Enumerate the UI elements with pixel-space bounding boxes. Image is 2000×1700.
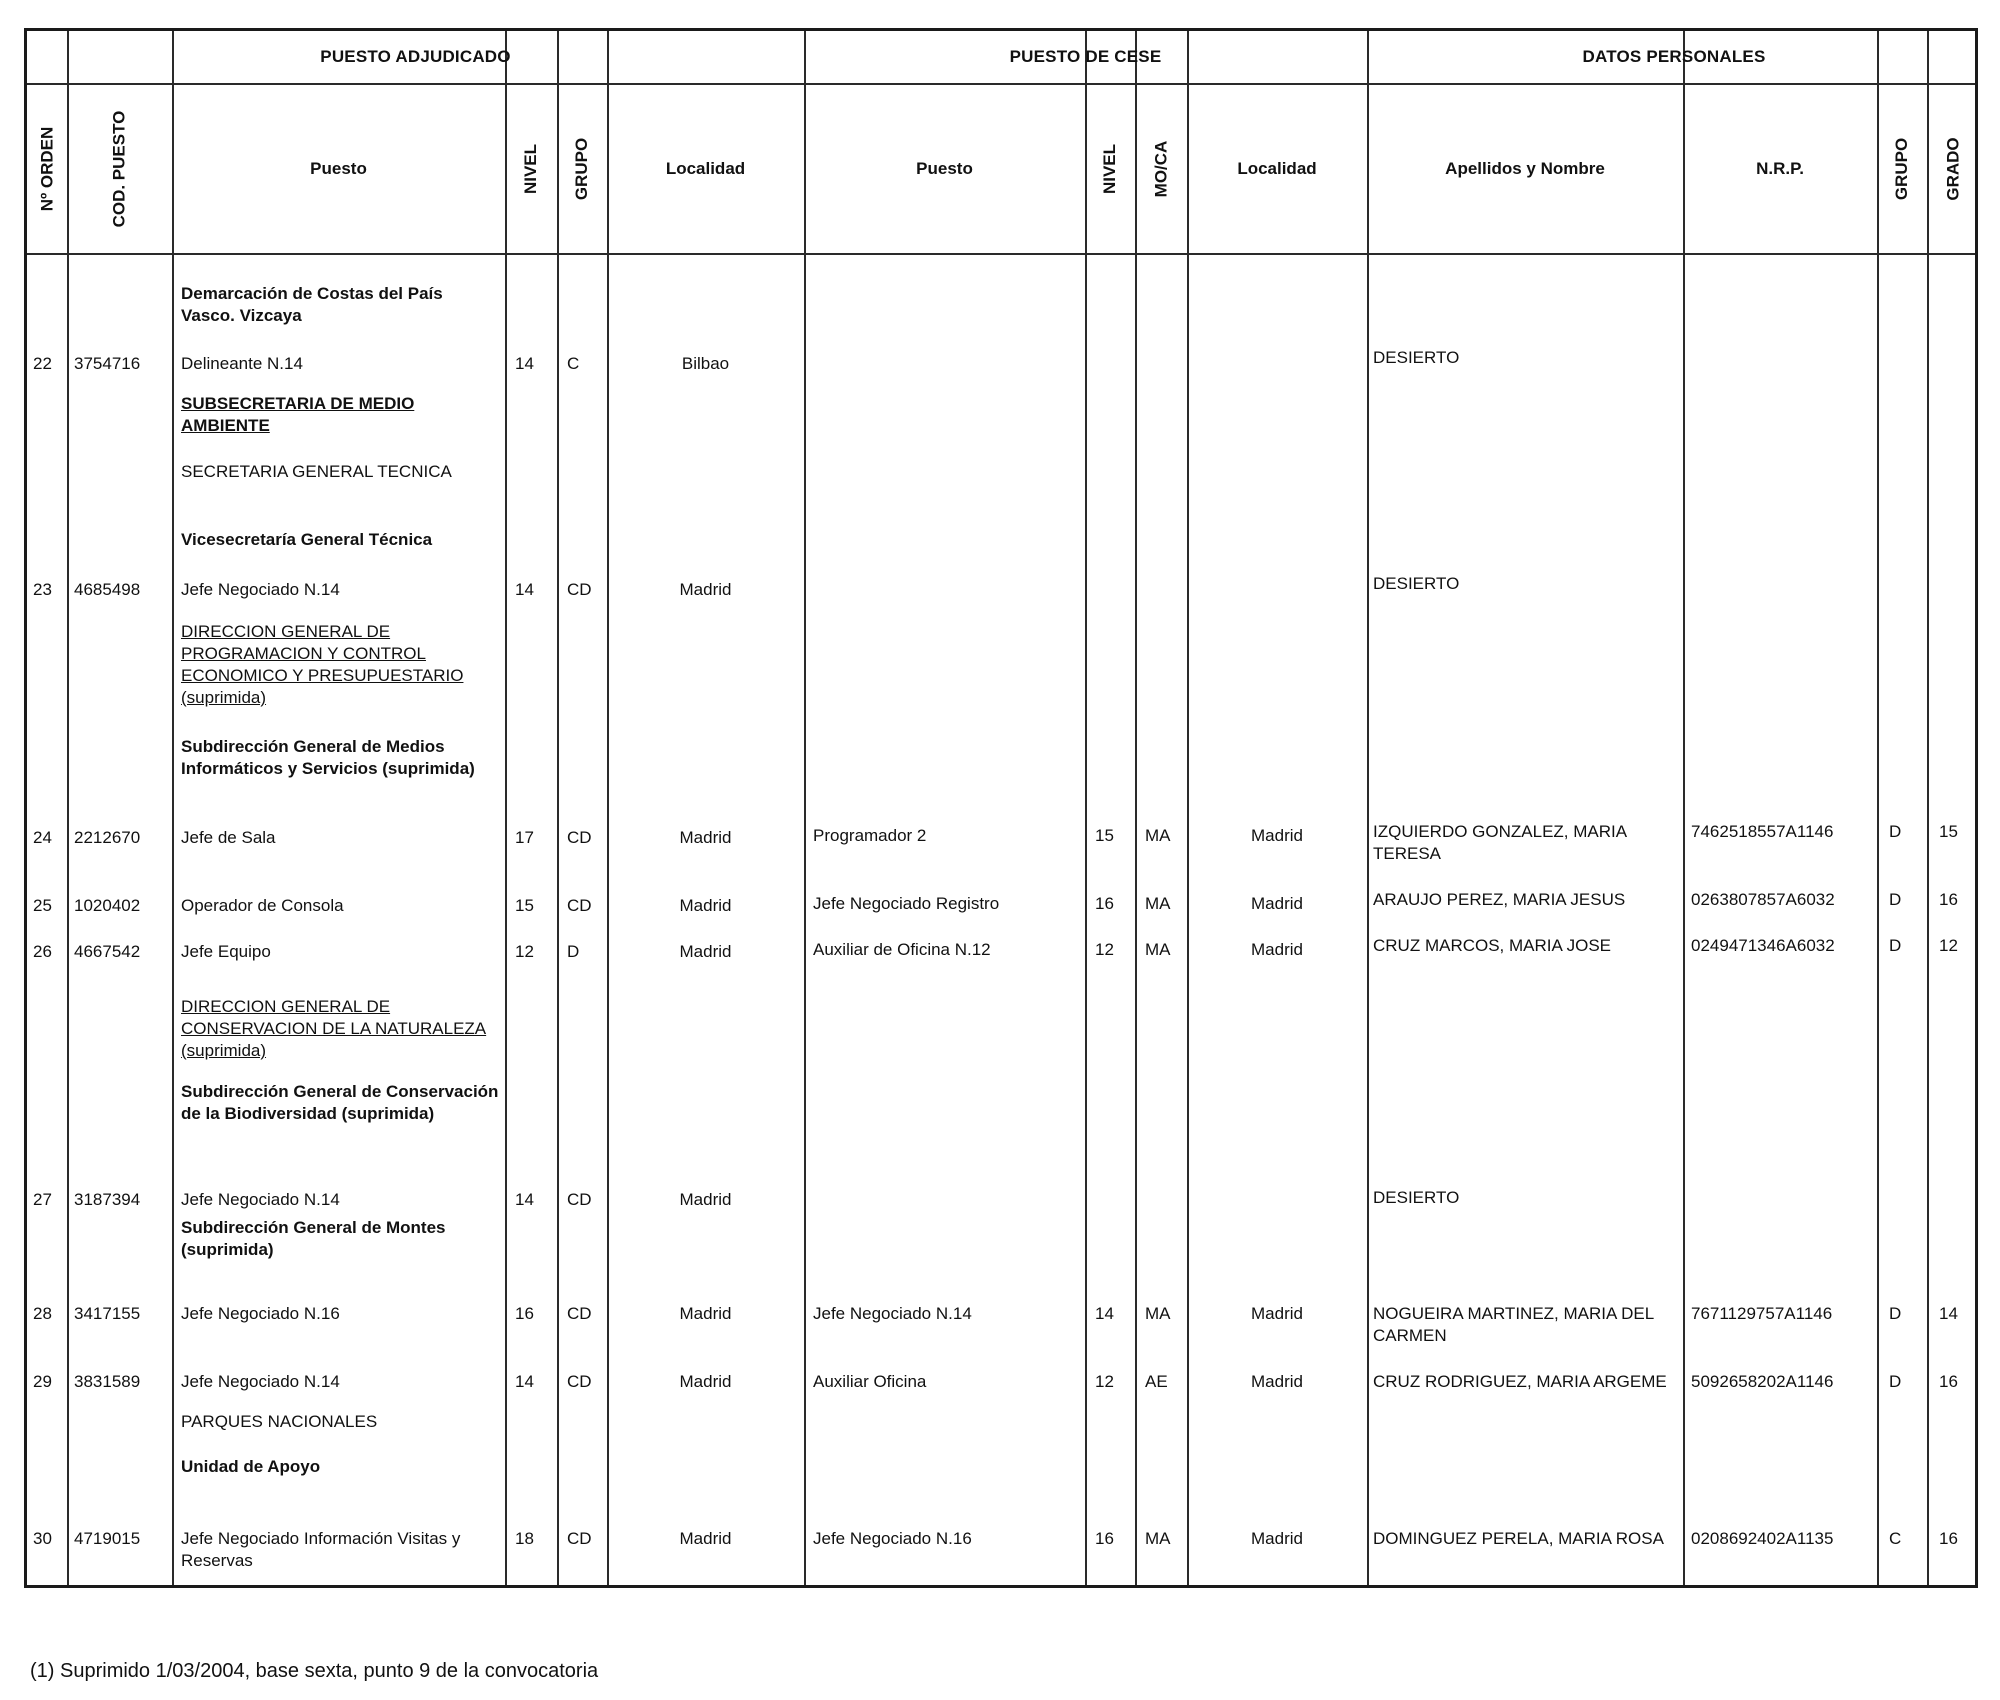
- col-header-orden: Nº ORDEN: [37, 126, 57, 212]
- cod-puesto-cell: 3417155: [74, 1304, 141, 1323]
- orden-cell: 24: [33, 828, 52, 847]
- grupo-personal-cell: D: [1889, 1304, 1902, 1323]
- nombre-cell: IZQUIERDO GONZALEZ, MARIA TERESA: [1373, 822, 1627, 863]
- col-header-grupo-personal: GRUPO: [1892, 137, 1911, 201]
- cese-localidad-cell: Madrid: [1251, 1304, 1303, 1323]
- cese-localidad-cell: Madrid: [1251, 826, 1303, 845]
- nrp-cell: 0249471346A6032: [1691, 936, 1835, 955]
- section-heading: SUBSECRETARIA DE MEDIO AMBIENTE: [181, 394, 415, 435]
- nivel-cell: 14: [515, 354, 534, 373]
- cese-localidad-cell: Madrid: [1251, 1372, 1303, 1391]
- group-header-puesto-adjudicado: PUESTO ADJUDICADO: [320, 47, 511, 66]
- section-heading: DIRECCION GENERAL DE PROGRAMACION Y CONTROL ECONOMICO Y PRESUPUESTARIO (suprimida): [181, 622, 464, 707]
- col-header-grupo: GRUPO: [572, 137, 591, 201]
- localidad-cell: Madrid: [679, 1529, 732, 1548]
- cese-nivel-cell: 16: [1095, 894, 1114, 913]
- cod-puesto-cell: 3754716: [74, 354, 141, 373]
- grado-cell: 15: [1939, 822, 1958, 841]
- cese-nivel-cell: 14: [1095, 1304, 1114, 1323]
- cese-puesto-cell: Programador 2: [813, 826, 927, 845]
- col-divider: [1135, 31, 1137, 1585]
- grupo-cell: CD: [567, 1372, 592, 1391]
- localidad-cell: Madrid: [679, 1372, 732, 1391]
- cese-puesto-cell: Jefe Negociado N.14: [813, 1304, 972, 1323]
- orden-cell: 22: [33, 354, 52, 373]
- puesto-cell: Delineante N.14: [181, 354, 303, 373]
- col-divider: [607, 31, 609, 1585]
- moca-cell: AE: [1145, 1372, 1168, 1391]
- cese-nivel-cell: 12: [1095, 940, 1114, 959]
- col-header-grado: GRADO: [1944, 137, 1963, 201]
- orden-cell: 27: [33, 1190, 52, 1209]
- nivel-cell: 16: [515, 1304, 534, 1323]
- nivel-cell: 17: [515, 828, 534, 847]
- section-heading: SECRETARIA GENERAL TECNICA: [181, 462, 452, 481]
- moca-cell: MA: [1145, 826, 1171, 845]
- nivel-cell: 15: [515, 896, 534, 915]
- col-header-puesto: Puesto: [310, 159, 367, 178]
- orden-cell: 30: [33, 1529, 52, 1548]
- col-header-nrp: N.R.P.: [1756, 159, 1804, 178]
- moca-cell: MA: [1145, 1304, 1171, 1323]
- grado-cell: 16: [1939, 890, 1958, 909]
- grupo-cell: CD: [567, 828, 592, 847]
- grupo-cell: C: [567, 354, 580, 373]
- col-divider: [1187, 31, 1189, 1585]
- nombre-cell: DESIERTO: [1373, 574, 1460, 593]
- section-heading: DIRECCION GENERAL DE CONSERVACION DE LA NATURALEZA (suprimida): [181, 997, 487, 1060]
- col-divider: [1683, 31, 1685, 1585]
- cod-puesto-cell: 3831589: [74, 1372, 141, 1391]
- grupo-cell: D: [567, 942, 580, 961]
- grado-cell: 12: [1939, 936, 1958, 955]
- col-divider: [804, 31, 806, 1585]
- col-header-nivel: NIVEL: [521, 143, 540, 195]
- cod-puesto-cell: 4667542: [74, 942, 141, 961]
- nombre-cell: CRUZ RODRIGUEZ, MARIA ARGEME: [1373, 1372, 1667, 1391]
- section-heading: Subdirección General de Medios Informáticos y Servicios (suprimida): [181, 737, 475, 778]
- col-divider: [557, 31, 559, 1585]
- cese-puesto-cell: Auxiliar Oficina: [813, 1372, 927, 1391]
- nombre-cell: DESIERTO: [1373, 1188, 1460, 1207]
- grado-cell: 14: [1939, 1304, 1958, 1323]
- col-header-apellidos-nombre: Apellidos y Nombre: [1445, 159, 1605, 178]
- col-header-localidad: Localidad: [665, 159, 746, 178]
- grupo-cell: CD: [567, 896, 592, 915]
- grupo-cell: CD: [567, 1529, 592, 1548]
- nrp-cell: 7462518557A1146: [1691, 822, 1834, 841]
- nombre-cell: DESIERTO: [1373, 348, 1460, 367]
- localidad-cell: Bilbao: [681, 354, 730, 373]
- localidad-cell: Madrid: [679, 1190, 732, 1209]
- grado-cell: 16: [1939, 1529, 1958, 1548]
- localidad-cell: Madrid: [679, 828, 732, 847]
- cese-localidad-cell: Madrid: [1251, 894, 1303, 913]
- puesto-cell: Operador de Consola: [181, 896, 344, 915]
- cese-puesto-cell: Auxiliar de Oficina N.12: [813, 940, 991, 959]
- cese-puesto-cell: Jefe Negociado Registro: [813, 894, 1000, 913]
- grupo-personal-cell: D: [1889, 936, 1902, 955]
- localidad-cell: Madrid: [679, 580, 732, 599]
- col-divider: [67, 31, 69, 1585]
- moca-cell: MA: [1145, 1529, 1171, 1548]
- cod-puesto-cell: 2212670: [74, 828, 141, 847]
- section-heading: Unidad de Apoyo: [181, 1457, 321, 1476]
- col-header-cod-puesto: COD. PUESTO: [109, 110, 129, 228]
- grupo-cell: CD: [567, 1304, 592, 1323]
- col-divider: [1367, 31, 1369, 1585]
- orden-cell: 26: [33, 942, 52, 961]
- section-heading: Subdirección General de Conservación de la Biodiversidad (suprimida): [181, 1082, 499, 1123]
- cod-puesto-cell: 4685498: [74, 580, 141, 599]
- nivel-cell: 12: [515, 942, 534, 961]
- nrp-cell: 0208692402A1135: [1691, 1529, 1834, 1548]
- nivel-cell: 14: [515, 1190, 534, 1209]
- nombre-cell: CRUZ MARCOS, MARIA JOSE: [1373, 936, 1612, 955]
- col-divider: [172, 31, 174, 1585]
- grupo-personal-cell: C: [1889, 1529, 1902, 1548]
- cese-nivel-cell: 15: [1095, 826, 1114, 845]
- col-divider: [1927, 31, 1929, 1585]
- group-header-datos-personales: DATOS PERSONALES: [1582, 47, 1766, 66]
- orden-cell: 23: [33, 580, 52, 599]
- section-heading: Vicesecretaría General Técnica: [181, 530, 433, 549]
- col-divider: [1085, 31, 1087, 1585]
- section-heading: Subdirección General de Montes (suprimida): [181, 1218, 446, 1259]
- orden-cell: 25: [33, 896, 52, 915]
- nrp-cell: 0263807857A6032: [1691, 890, 1835, 909]
- nombre-cell: ARAUJO PEREZ, MARIA JESUS: [1373, 890, 1626, 909]
- orden-cell: 28: [33, 1304, 52, 1323]
- col-divider: [1877, 31, 1879, 1585]
- col-header-cese-nivel: NIVEL: [1100, 143, 1119, 195]
- puesto-cell: Jefe Negociado N.14: [181, 580, 340, 599]
- localidad-cell: Madrid: [679, 942, 732, 961]
- nrp-cell: 5092658202A1146: [1691, 1372, 1834, 1391]
- puesto-cell: Jefe Negociado N.14: [181, 1190, 340, 1209]
- footnote: (1) Suprimido 1/03/2004, base sexta, punto 9 de la convocatoria: [30, 1660, 599, 1682]
- cese-nivel-cell: 16: [1095, 1529, 1114, 1548]
- col-header-moca: MO/CA: [1151, 140, 1171, 198]
- section-heading: PARQUES NACIONALES: [181, 1412, 378, 1431]
- grupo-personal-cell: D: [1889, 1372, 1902, 1391]
- col-header-cese-localidad: Localidad: [1237, 159, 1317, 178]
- cod-puesto-cell: 1020402: [74, 896, 141, 915]
- nivel-cell: 18: [515, 1529, 534, 1548]
- nrp-cell: 7671129757A1146: [1691, 1304, 1833, 1323]
- col-header-cese-puesto: Puesto: [916, 159, 973, 178]
- moca-cell: MA: [1145, 894, 1171, 913]
- localidad-cell: Madrid: [679, 896, 732, 915]
- section-heading: Demarcación de Costas del País Vasco. Vizcaya: [181, 284, 443, 325]
- grupo-cell: CD: [567, 580, 592, 599]
- nombre-cell: DOMINGUEZ PERELA, MARIA ROSA: [1373, 1529, 1664, 1548]
- cese-localidad-cell: Madrid: [1251, 940, 1303, 959]
- orden-cell: 29: [33, 1372, 52, 1391]
- nombre-cell: NOGUEIRA MARTINEZ, MARIA DEL CARMEN: [1373, 1304, 1654, 1345]
- resolution-table: [24, 28, 1978, 1588]
- puesto-cell: Jefe de Sala: [181, 828, 276, 847]
- cese-nivel-cell: 12: [1095, 1372, 1114, 1391]
- puesto-cell: Jefe Equipo: [181, 942, 271, 961]
- col-divider: [505, 31, 507, 1585]
- nivel-cell: 14: [515, 580, 534, 599]
- cod-puesto-cell: 3187394: [74, 1190, 141, 1209]
- grupo-personal-cell: D: [1889, 890, 1902, 909]
- puesto-cell: Jefe Negociado N.14: [181, 1372, 340, 1391]
- group-header-puesto-de-cese: PUESTO DE CESE: [1009, 47, 1162, 66]
- moca-cell: MA: [1145, 940, 1171, 959]
- puesto-cell: Jefe Negociado Información Visitas y Reservas: [181, 1529, 461, 1570]
- grado-cell: 16: [1939, 1372, 1958, 1391]
- grupo-cell: CD: [567, 1190, 592, 1209]
- nivel-cell: 14: [515, 1372, 534, 1391]
- cese-localidad-cell: Madrid: [1251, 1529, 1303, 1548]
- grupo-personal-cell: D: [1889, 822, 1902, 841]
- puesto-cell: Jefe Negociado N.16: [181, 1304, 340, 1323]
- cese-puesto-cell: Jefe Negociado N.16: [813, 1529, 972, 1548]
- cod-puesto-cell: 4719015: [74, 1529, 141, 1548]
- localidad-cell: Madrid: [679, 1304, 732, 1323]
